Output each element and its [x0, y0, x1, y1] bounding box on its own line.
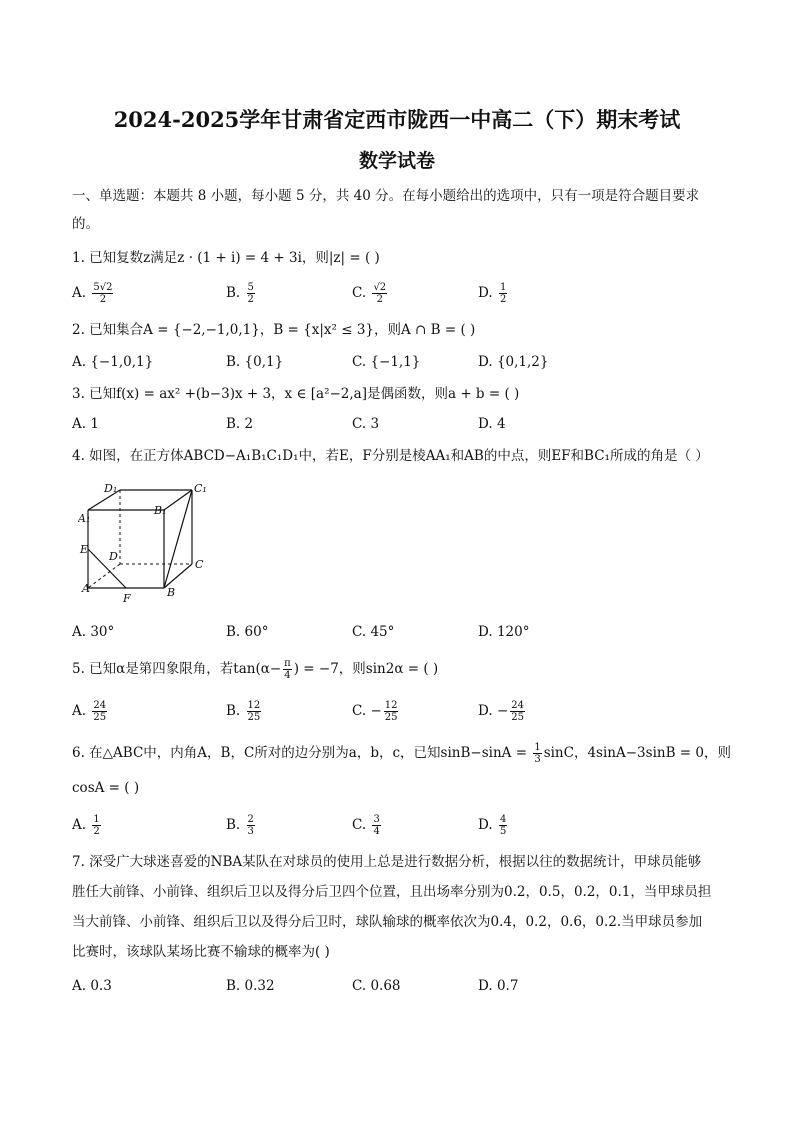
fraction: $\frac{5}{2}$	[247, 282, 254, 305]
fraction: $\frac{24}{25}$	[511, 700, 524, 723]
q2-option-d: D. {0,1,2}	[478, 354, 549, 370]
q5-option-b: B. $\frac{12}{25}$	[226, 700, 261, 723]
q4-option-c: C. 45°	[352, 624, 395, 640]
q7-option-d: D. 0.7	[478, 978, 519, 994]
question-6-stem-cont: cosA = ( )	[72, 780, 140, 796]
label-f: F	[123, 592, 131, 605]
label-b1: B₁	[154, 504, 167, 517]
question-4-stem: 4. 如图，在正方体ABCD−A₁B₁C₁D₁中，若E，F分别是棱AA₁和AB的中点，则EF和BC₁所成的角是（ ）	[72, 448, 709, 464]
question-1-stem: 1. 已知复数z满足z · (1 + i) = 4 + 3i，则|z| = ( )	[72, 250, 380, 266]
q3-option-b: B. 2	[226, 416, 254, 432]
q6-option-d: D. $\frac{4}{5}$	[478, 814, 507, 837]
q3-option-c: C. 3	[352, 416, 380, 432]
q5-option-d: D. − $\frac{24}{25}$	[478, 700, 524, 723]
q4-option-b: B. 60°	[226, 624, 269, 640]
q6-option-b: B. $\frac{2}{3}$	[226, 814, 254, 837]
q4-option-d: D. 120°	[478, 624, 530, 640]
question-7-stem-line-4: 比赛时，该球队某场比赛不输球的概率为( )	[72, 944, 330, 960]
q2-option-a: A. {−1,0,1}	[72, 354, 154, 370]
fraction: $\frac{24}{25}$	[93, 700, 107, 723]
q3-option-d: D. 4	[478, 416, 506, 432]
fraction: $\frac{12}{25}$	[247, 700, 261, 723]
q7-option-c: C. 0.68	[352, 978, 401, 994]
fraction: $\frac{3}{4}$	[373, 814, 380, 837]
fraction: $\frac{12}{25}$	[384, 700, 398, 723]
cube-figure	[78, 478, 210, 608]
fraction: $\frac{\pi}{4}$	[284, 658, 291, 681]
question-5-stem: 5. 已知α是第四象限角，若tan(α− $\frac{\pi}{4}$ ) = −7，则sin2α = ( )	[72, 658, 439, 681]
label-d1: D₁	[104, 482, 118, 495]
page-subtitle: 数学试卷	[358, 150, 435, 172]
fraction: $\frac{2}{3}$	[247, 814, 254, 837]
label-a: A	[82, 582, 90, 595]
section-instruction-cont: 的。	[72, 216, 99, 232]
page-title: 2024-2025学年甘肃省定西市陇西一中高二（下）期末考试	[113, 107, 681, 132]
q1-option-d: D. $\frac{1}{2}$	[478, 282, 507, 305]
fraction: $\frac{1}{2}$	[93, 814, 100, 837]
fraction: $\frac{1}{2}$	[499, 282, 507, 305]
q5-option-c: C. − $\frac{12}{25}$	[352, 700, 398, 723]
label-d: D	[109, 550, 118, 563]
q7-option-b: B. 0.32	[226, 978, 275, 994]
question-6-stem: 6. 在△ABC中，内角A，B，C所对的边分别为a，b，c，已知sinB−sinA = $\frac{1}{3}$ sinC，4sinA−3sinB = 0，则	[72, 742, 731, 765]
q3-option-a: A. 1	[72, 416, 99, 432]
fraction: $\frac{5√2}{2}$	[93, 282, 113, 305]
fraction: $\frac{1}{3}$	[534, 742, 541, 765]
q4-option-a: A. 30°	[72, 624, 115, 640]
q1-option-a: A. $\frac{5√2}{2}$	[72, 282, 113, 305]
question-2-stem: 2. 已知集合A = {−2,−1,0,1}，B = {x|x² ≤ 3}，则A ∩ B = ( )	[72, 322, 476, 338]
label-c: C	[195, 558, 204, 571]
q1-option-b: B. $\frac{5}{2}$	[226, 282, 254, 305]
label-b: B	[167, 586, 176, 599]
label-c1: C₁	[194, 482, 207, 495]
q5-option-a: A. $\frac{24}{25}$	[72, 700, 107, 723]
question-7-stem-line-1: 7. 深受广大球迷喜爱的NBA某队在对球员的使用上总是进行数据分析，根据以往的数据统计，甲球员能够	[72, 854, 702, 870]
question-7-stem-line-2: 胜任大前锋、小前锋、组织后卫以及得分后卫四个位置，且出场率分别为0.2，0.5，0.2，0.1，当甲球员担	[72, 884, 712, 900]
q7-option-a: A. 0.3	[72, 978, 112, 994]
q6-option-c: C. $\frac{3}{4}$	[352, 814, 380, 837]
question-3-stem: 3. 已知f(x) = ax² +(b−3)x + 3，x ∈ [a²−2,a]是偶函数，则a + b = ( )	[72, 386, 520, 402]
label-a1: A₁	[78, 512, 91, 525]
label-e: E	[80, 543, 89, 556]
section-instruction: 一、单选题：本题共 8 小题，每小题 5 分，共 40 分。在每小题给出的选项中，只有一项是符合题目要求	[72, 188, 700, 204]
question-7-stem-line-3: 当大前锋、小前锋、组织后卫以及得分后卫时，球队输球的概率依次为0.4，0.2，0.6，0.2.当甲球员参加	[72, 914, 703, 930]
q2-option-b: B. {0,1}	[226, 354, 284, 370]
q6-option-a: A. $\frac{1}{2}$	[72, 814, 100, 837]
q1-option-c: C. $\frac{√2}{2}$	[352, 282, 387, 305]
q2-option-c: C. {−1,1}	[352, 354, 421, 370]
fraction: $\frac{4}{5}$	[499, 814, 507, 837]
fraction: $\frac{√2}{2}$	[373, 282, 387, 305]
